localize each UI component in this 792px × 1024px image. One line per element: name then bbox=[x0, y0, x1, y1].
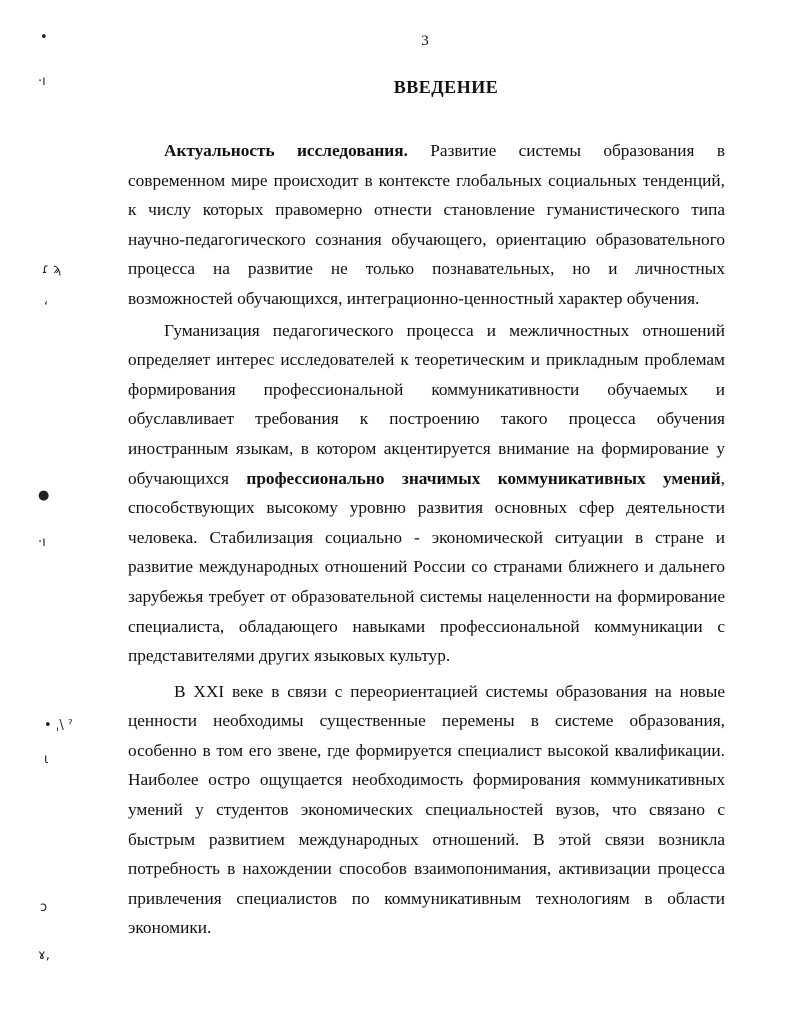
scan-artifact-mark: ɔ bbox=[40, 900, 48, 915]
scan-artifact-mark: • bbox=[40, 30, 48, 45]
scan-artifact-mark: ·ı bbox=[38, 74, 46, 89]
page-heading: ВВЕДЕНИЕ bbox=[393, 77, 499, 97]
paragraph-text: Развитие системы образования в современном мире происходит в контексте глобальных социальных тенденций, к числу которых правомерно отнести становление гуманистического типа научно-педагогического сознания обучающего, ориентацию образовательного процесса на развитие не только познавательных, но и личностных возможностей обучающихся, интеграционно-ценностный характер обучения. bbox=[128, 141, 725, 308]
page-number: 3 bbox=[421, 33, 429, 49]
scan-artifact-mark: ɤ, bbox=[38, 948, 50, 963]
scan-artifact-mark: ● bbox=[38, 488, 50, 503]
paragraph-21st-century: В XXI веке в связи с переориентацией системы образования на новые ценности необходимы существенные перемены в системе образования, особенно в том его звене, где формируется специалист высокой квалификации. Наиболее остро ощущается необходимость формирования коммуникативных умений у студентов экономических специальностей вузов, что связано с быстрым развитием международных отношений. В этой связи возникла потребность в нахождении способов взаимопонимания, активизации процесса привлечения специалистов по коммуникативным технологиям в области экономики. bbox=[128, 681, 725, 938]
paragraph-relevance bbox=[128, 136, 725, 314]
body-text bbox=[128, 136, 725, 943]
paragraph-humanization bbox=[128, 316, 725, 671]
bold-phrase: профессионально значимых коммуникативных умений bbox=[246, 468, 721, 488]
scan-artifact-mark: • ˌ\ ˀ bbox=[44, 718, 73, 733]
scan-artifact-mark: ʻ bbox=[44, 300, 49, 315]
lead-bold-phrase: Актуальность исследования. bbox=[164, 141, 408, 160]
paragraph-text: Гуманизация педагогического процесса и межличностных отношений определяет интерес исследователей к теоретическим и прикладным проблемам формирования профессиональной коммуникативности обучаемых и обуславливает требования к построению такого процесса обучения иностранным языкам, в котором акцентируется внимание на формирование у обучающихся bbox=[128, 320, 725, 488]
scan-artifact-mark: ·ı bbox=[38, 535, 46, 550]
paragraph-text: , способствующих высокому уровню развития основных сфер деятельности человека. Стабилизация социально - экономической ситуации в стране и развитие международных отношений России со странами ближнего и дальнего зарубежья требует от образовательной системы нацеленности на формирование специалиста, обладающего навыками профессиональной коммуникации с представителями других языковых культур. bbox=[128, 468, 725, 666]
scan-artifact-mark: ɩ bbox=[44, 752, 49, 767]
scan-artifact-mark: ɾ ϡ bbox=[42, 262, 62, 277]
